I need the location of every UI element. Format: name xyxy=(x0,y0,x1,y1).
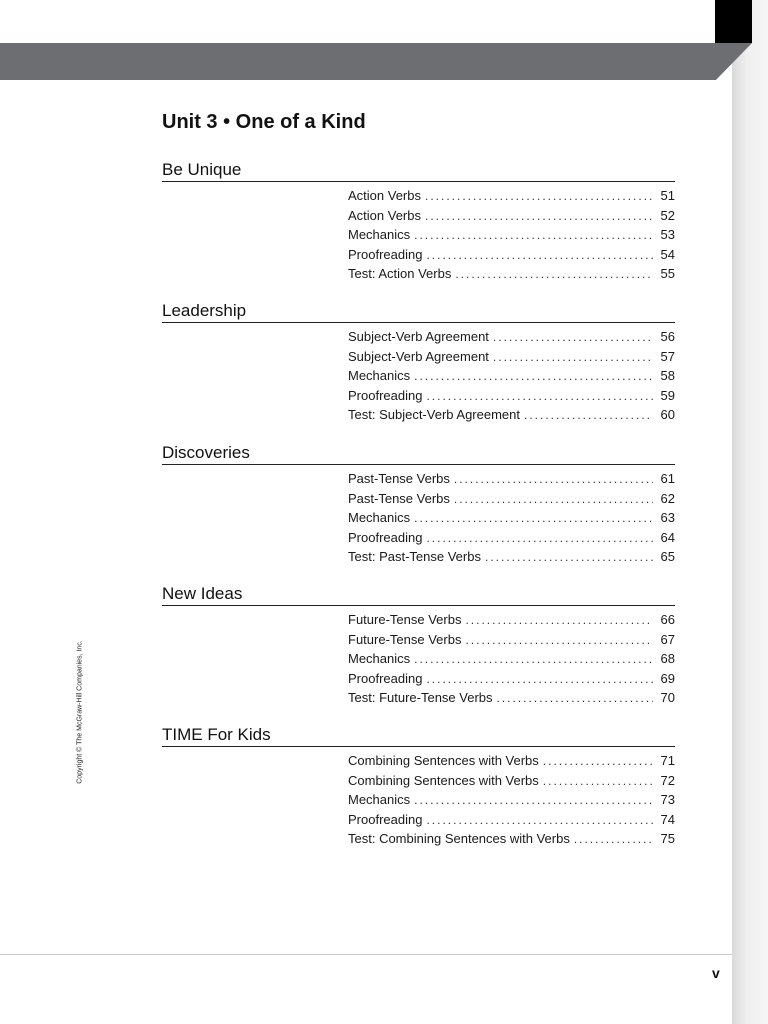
toc-entry[interactable] xyxy=(348,225,675,245)
entry-page-number: 75 xyxy=(660,831,675,847)
dot-leader xyxy=(426,670,653,690)
toc-entry[interactable] xyxy=(348,386,675,406)
toc-entry[interactable] xyxy=(348,489,675,509)
entry-page-number: 73 xyxy=(660,792,675,808)
toc-entry[interactable] xyxy=(348,327,675,347)
entry-label: Test: Combining Sentences with Verbs xyxy=(348,831,570,847)
toc-entry[interactable] xyxy=(348,669,675,689)
dot-leader xyxy=(454,470,653,490)
entry-label: Test: Subject-Verb Agreement xyxy=(348,407,520,423)
section-title: New Ideas xyxy=(162,583,675,606)
entry-label: Mechanics xyxy=(348,792,411,808)
dot-leader xyxy=(426,387,653,407)
toc-entry[interactable] xyxy=(348,547,675,567)
dot-leader xyxy=(465,631,653,651)
toc-entry[interactable] xyxy=(348,366,675,386)
entry-label: Test: Past-Tense Verbs xyxy=(348,549,481,565)
entry-label: Future-Tense Verbs xyxy=(348,612,462,627)
toc-entry[interactable] xyxy=(348,528,675,548)
entry-label: Subject-Verb Agreement xyxy=(348,348,489,364)
entry-label: Mechanics xyxy=(348,227,411,243)
entry-page-number: 62 xyxy=(660,490,675,506)
dot-leader xyxy=(543,752,653,772)
entry-label: Mechanics xyxy=(348,368,411,384)
unit-title: Unit 3 • One of a Kind xyxy=(162,111,366,133)
entry-page-number: 65 xyxy=(660,549,675,565)
toc-entry[interactable] xyxy=(348,405,675,425)
entry-page-number: 53 xyxy=(660,227,675,243)
entry-page-number: 70 xyxy=(660,690,675,706)
toc-entry[interactable] xyxy=(348,206,675,226)
dot-leader xyxy=(414,226,653,246)
toc-entry[interactable] xyxy=(348,649,675,669)
entry-label: Proofreading xyxy=(348,246,423,262)
toc-section-discoveries xyxy=(162,442,675,567)
entry-label: Proofreading xyxy=(348,529,423,545)
toc-section-time-for-kids xyxy=(162,724,675,849)
entry-page-number: 67 xyxy=(660,631,675,647)
dot-leader xyxy=(497,689,653,709)
section-title: Be Unique xyxy=(162,159,675,182)
entry-label: Subject-Verb Agreement xyxy=(348,329,489,344)
dot-leader xyxy=(465,611,653,631)
dot-leader xyxy=(425,207,653,227)
toc-entry[interactable] xyxy=(348,688,675,708)
corner-tab xyxy=(715,0,752,43)
entry-page-number: 58 xyxy=(660,368,675,384)
entry-label: Mechanics xyxy=(348,651,411,667)
toc-entry[interactable] xyxy=(348,610,675,630)
dot-leader xyxy=(414,509,653,529)
toc-entry[interactable] xyxy=(348,508,675,528)
dot-leader xyxy=(543,772,653,792)
entry-page-number: 72 xyxy=(660,772,675,788)
dot-leader xyxy=(493,348,653,368)
entry-page-number: 74 xyxy=(660,811,675,827)
page-edge-shadow xyxy=(732,0,768,1024)
toc-entry[interactable] xyxy=(348,751,675,771)
dot-leader xyxy=(414,791,653,811)
entry-label: Past-Tense Verbs xyxy=(348,471,450,486)
entry-page-number: 63 xyxy=(660,510,675,526)
toc-entry[interactable] xyxy=(348,790,675,810)
toc-entry[interactable] xyxy=(348,245,675,265)
dot-leader xyxy=(574,830,653,850)
header-band xyxy=(0,43,752,80)
entry-page-number: 64 xyxy=(660,529,675,545)
section-title: Discoveries xyxy=(162,442,675,465)
entry-page-number: 54 xyxy=(660,246,675,262)
entry-page-number: 66 xyxy=(660,612,675,627)
page-number: v xyxy=(712,965,720,981)
entry-label: Past-Tense Verbs xyxy=(348,490,450,506)
dot-leader xyxy=(414,650,653,670)
toc-entry-list xyxy=(348,751,675,849)
dot-leader xyxy=(524,406,653,426)
toc-entry-list xyxy=(348,469,675,567)
toc-entry[interactable] xyxy=(348,469,675,489)
entry-page-number: 55 xyxy=(660,266,675,282)
toc-entry[interactable] xyxy=(348,264,675,284)
toc-section-be-unique xyxy=(162,159,675,284)
section-title: TIME For Kids xyxy=(162,724,675,747)
dot-leader xyxy=(426,811,653,831)
dot-leader xyxy=(493,328,653,348)
toc-entry[interactable] xyxy=(348,829,675,849)
entry-label: Combining Sentences with Verbs xyxy=(348,753,539,768)
copyright-notice: Copyright © The McGraw-Hill Companies, Inc. xyxy=(76,640,84,784)
toc-entry[interactable] xyxy=(348,771,675,791)
entry-label: Action Verbs xyxy=(348,207,421,223)
entry-label: Test: Action Verbs xyxy=(348,266,452,282)
toc-entry-list xyxy=(348,327,675,425)
dot-leader xyxy=(426,529,653,549)
entry-label: Mechanics xyxy=(348,510,411,526)
toc-entry[interactable] xyxy=(348,630,675,650)
entry-label: Action Verbs xyxy=(348,188,421,203)
toc-section-leadership xyxy=(162,300,675,425)
entry-page-number: 51 xyxy=(660,188,675,203)
entry-page-number: 61 xyxy=(660,471,675,486)
toc-entry[interactable] xyxy=(348,810,675,830)
dot-leader xyxy=(485,548,653,568)
toc-section-new-ideas xyxy=(162,583,675,708)
entry-page-number: 57 xyxy=(660,348,675,364)
entry-page-number: 56 xyxy=(660,329,675,344)
toc-entry-list xyxy=(348,610,675,708)
entry-label: Combining Sentences with Verbs xyxy=(348,772,539,788)
entry-label: Future-Tense Verbs xyxy=(348,631,462,647)
entry-label: Proofreading xyxy=(348,811,423,827)
toc-entry[interactable] xyxy=(348,347,675,367)
section-title: Leadership xyxy=(162,300,675,323)
toc-entry[interactable] xyxy=(348,186,675,206)
entry-label: Proofreading xyxy=(348,387,423,403)
entry-page-number: 71 xyxy=(660,753,675,768)
entry-page-number: 52 xyxy=(660,207,675,223)
entry-label: Proofreading xyxy=(348,670,423,686)
entry-page-number: 68 xyxy=(660,651,675,667)
toc-entry-list xyxy=(348,186,675,284)
dot-leader xyxy=(455,265,653,285)
dot-leader xyxy=(454,490,653,510)
footer-divider xyxy=(0,954,732,955)
entry-page-number: 69 xyxy=(660,670,675,686)
dot-leader xyxy=(426,246,653,266)
entry-page-number: 60 xyxy=(660,407,675,423)
dot-leader xyxy=(425,187,653,207)
entry-label: Test: Future-Tense Verbs xyxy=(348,690,493,706)
entry-page-number: 59 xyxy=(660,387,675,403)
dot-leader xyxy=(414,367,653,387)
